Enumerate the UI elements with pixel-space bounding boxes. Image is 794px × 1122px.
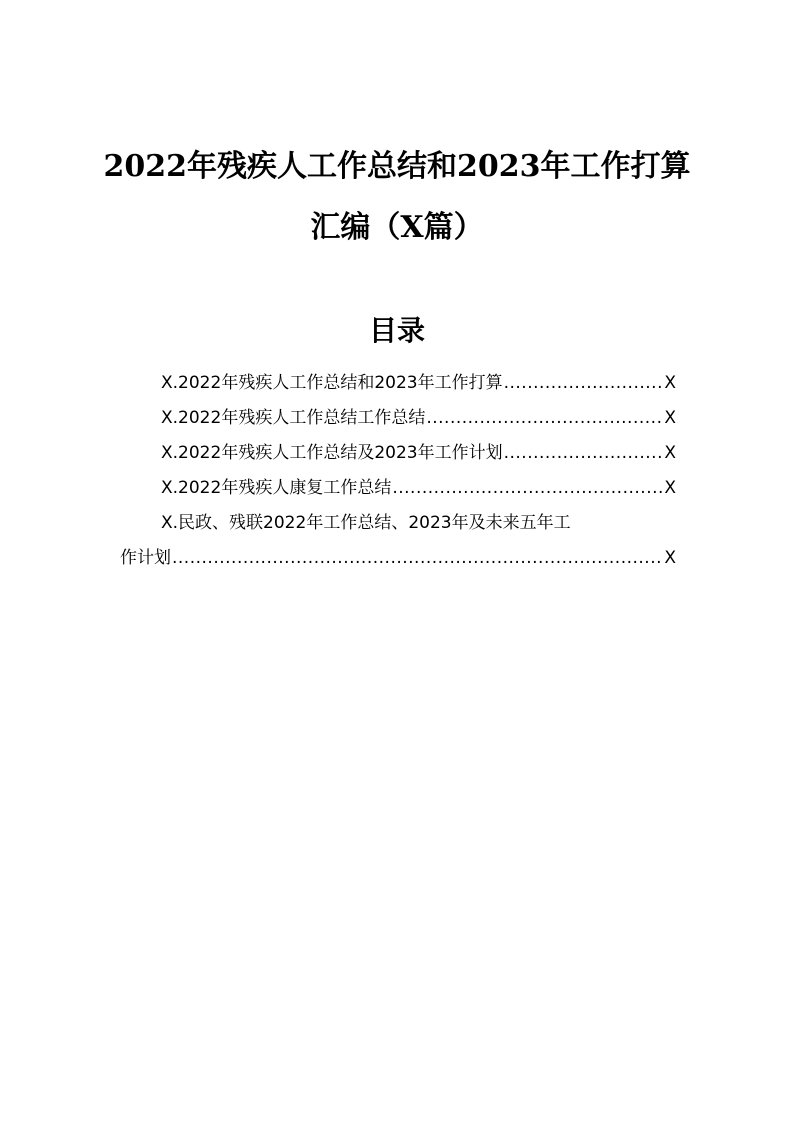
- toc-leader-dots: [426, 401, 663, 436]
- toc-leader-dots: [172, 541, 663, 576]
- toc-leader-dots: [504, 436, 664, 471]
- table-of-contents: [120, 366, 676, 576]
- document-title-line-1: 2022年残疾人工作总结和2023年工作打算: [103, 149, 691, 184]
- toc-heading: 目录: [368, 314, 425, 347]
- toc-leader-dots: [392, 471, 663, 506]
- toc-page-number: X: [664, 443, 676, 463]
- toc-entry-text: X.2022年残疾人康复工作总结: [161, 478, 392, 498]
- toc-entry-5[interactable]: [120, 506, 676, 576]
- document-title-line-2: 汇编（X篇）: [310, 210, 484, 245]
- toc-page-number: X: [664, 408, 676, 428]
- toc-entry-3[interactable]: [120, 436, 676, 471]
- toc-entry-text: X.2022年残疾人工作总结工作总结: [161, 408, 426, 428]
- toc-entry-text-line-1: X.民政、残联2022年工作总结、2023年及未来五年工: [161, 513, 571, 533]
- toc-entry-1[interactable]: [120, 366, 676, 401]
- toc-entry-2[interactable]: [120, 401, 676, 436]
- toc-entry-text-line-2: 作计划: [120, 548, 171, 568]
- toc-entry-4[interactable]: [120, 471, 676, 506]
- toc-entry-continuation: [120, 541, 676, 576]
- toc-page-number: X: [664, 373, 676, 393]
- toc-entry-text: X.2022年残疾人工作总结及2023年工作计划: [161, 443, 503, 463]
- toc-entry-text: X.2022年残疾人工作总结和2023年工作打算: [161, 373, 503, 393]
- toc-page-number: X: [664, 478, 676, 498]
- toc-leader-dots: [504, 366, 664, 401]
- toc-page-number: X: [664, 548, 676, 568]
